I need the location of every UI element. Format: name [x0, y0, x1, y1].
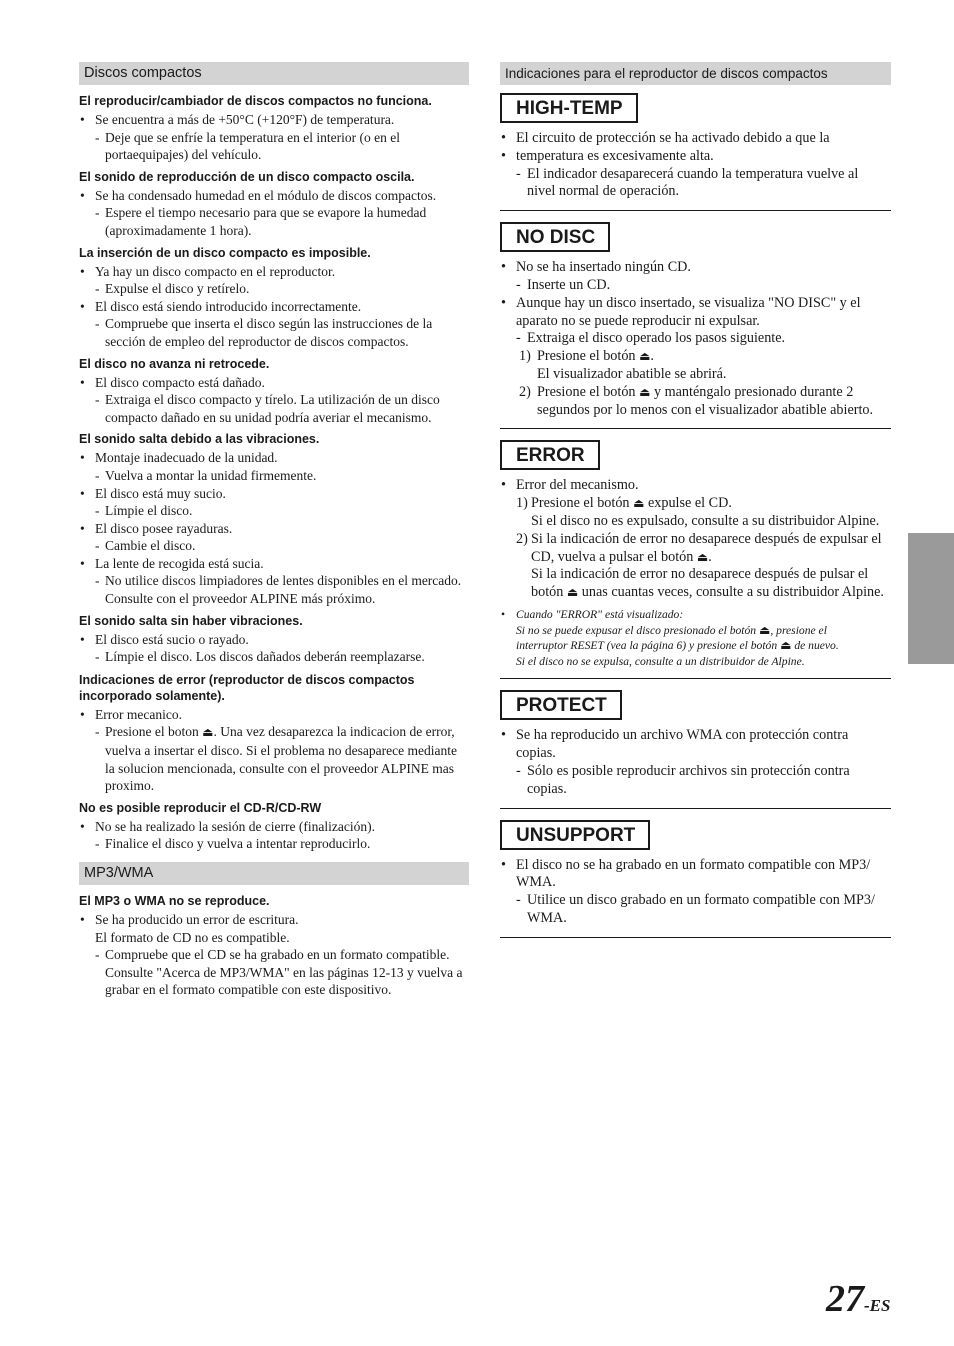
cause-item: • Montaje inadecuado de la unidad. [79, 449, 469, 467]
cause-item: • Ya hay un disco compacto en el reproductor. [79, 263, 469, 281]
step-item [500, 384, 891, 402]
cause-cont: El formato de CD no es compatible. [95, 929, 290, 945]
problem-title [79, 672, 469, 704]
cause-item: • Aunque hay un disco insertado, se visualiza "NO DISC" y el [500, 295, 891, 313]
problem-title: No es posible reproducir el CD-R/CD-RW [79, 800, 322, 815]
indicator-label: NO DISC [500, 222, 610, 252]
solution-cont: Consulte con el proveedor ALPINE más próximo. [105, 591, 376, 607]
solution-item: - Extraiga el disco operado los pasos siguiente. [500, 330, 891, 348]
solution-item: - Expulse el disco y retírelo. [79, 280, 469, 298]
step-text: botón [531, 584, 564, 601]
cause-cont: copias. [516, 745, 556, 762]
section-heading-mp3: MP3/WMA [79, 862, 469, 885]
step-item [500, 348, 891, 366]
page-number-value: 27 [826, 1278, 864, 1320]
step-number: 2) [519, 383, 531, 400]
step-number: 1) [519, 348, 531, 365]
solution-item: - Límpie el disco. Los discos dañados deberán reemplazarse. [79, 648, 469, 666]
right-column [500, 62, 891, 949]
indicator-label: UNSUPPORT [500, 820, 650, 850]
solution-item: - Vuelva a montar la unidad firmemente. [79, 467, 469, 485]
solution-cont: vuelva a insertar el disco. Si el problema no desaparece mediante [105, 743, 457, 759]
note-line [516, 623, 891, 639]
eject-icon: ⏏ [639, 349, 651, 364]
problem-title: El MP3 o WMA no se reproduce. [79, 894, 270, 908]
solution-item: - El indicador desaparecerá cuando la temperatura vuelve al [500, 166, 891, 184]
step-cont: El visualizador abatible se abrirá. [537, 365, 727, 382]
note-line: • Cuando "ERROR" está visualizado: [516, 607, 684, 621]
cause-item: • Se ha producido un error de escritura. [79, 911, 469, 929]
solution-item: - Utilice un disco grabado en un formato compatible con MP3/ [500, 892, 891, 910]
step-item [500, 495, 891, 513]
step-cont: segundos por lo menos con el visualizador abatible abierto. [537, 401, 874, 418]
eject-icon: ⏏ [202, 725, 214, 740]
solution-item: - Deje que se enfríe la temperatura en el interior (o en el [79, 129, 469, 147]
note-text: Si no se puede expusar el disco presionado el botón [516, 623, 757, 637]
cause-item: • Se ha reproducido un archivo WMA con protección contra [500, 727, 891, 745]
indicator-protect [500, 690, 891, 808]
page-number-suffix: -ES [864, 1296, 891, 1315]
cause-item: • Se encuentra a más de +50°C (+120°F) de temperatura. [79, 111, 469, 129]
solution-cont: Consulte "Acerca de MP3/WMA" en las páginas 12-13 y vuelva a [105, 964, 463, 980]
step-text: y manténgalo presionado durante 2 [653, 383, 854, 400]
step-text: . [708, 548, 712, 565]
solution-item: - Compruebe que el CD se ha grabado en un formato compatible. [79, 946, 469, 964]
indicator-unsupport [500, 820, 891, 938]
error-note [500, 607, 891, 669]
solution-cont: la solucion mencionada, consulte con el proveedor ALPINE mas [105, 760, 455, 776]
step-item [500, 531, 891, 549]
left-column [79, 62, 469, 999]
section-side-tab [908, 533, 954, 664]
solution-item: - Cambie el disco. [79, 537, 469, 555]
solution-cont: sección de empleo del reproductor de discos compactos. [105, 333, 409, 349]
step-text: Presione el botón [537, 383, 636, 400]
cause-item: • Se ha condensado humedad en el módulo de discos compactos. [79, 187, 469, 205]
cause-cont: aparato no se puede reproducir ni expulsar. [516, 312, 760, 329]
note-text: interruptor RESET (vea la página 6) y presione el botón [516, 639, 778, 653]
indicator-error [500, 440, 891, 679]
solution-cont: nivel normal de operación. [527, 183, 680, 200]
solution-item: - Espere el tiempo necesario para que se evapore la humedad [79, 204, 469, 222]
solution-cont: compacto dañado en su unidad podría averiar el mecanismo. [105, 409, 432, 425]
indicator-label: PROTECT [500, 690, 622, 720]
step-text: . [650, 348, 654, 365]
step-cont [500, 549, 891, 567]
eject-icon: ⏏ [759, 622, 771, 637]
cause-cont: • temperatura es excesivamente alta. [500, 148, 891, 166]
step-text: expulse el CD. [647, 495, 732, 512]
note-line: Si el disco no se expulsa, consulte a un distribuidor de Alpine. [516, 654, 805, 668]
step-text: unas cuantas veces, consulte a su distribuidor Alpine. [581, 584, 884, 601]
step-number: 2) [516, 530, 528, 547]
cause-item: • El disco no se ha grabado en un formato compatible con MP3/ [500, 857, 891, 875]
problem-title: El reproducir/cambiador de discos compactos no funciona. [79, 94, 432, 108]
eject-icon: ⏏ [696, 549, 709, 564]
eject-icon: ⏏ [639, 384, 651, 399]
cause-item: • El disco está sucio o rayado. [79, 631, 469, 649]
note-text: de nuevo. [794, 639, 839, 653]
solution-item: - Compruebe que inserta el disco según las instrucciones de la [79, 315, 469, 333]
solution-text: . Una vez desaparezca la indicacion de error, [213, 724, 455, 740]
cause-item: • El disco está siendo introducido incorrectamente. [79, 298, 469, 316]
cause-item: • El disco está muy sucio. [79, 485, 469, 503]
step-cont: Si la indicación de error no desaparece después de pulsar el [531, 566, 869, 583]
cause-item: • No se ha insertado ningún CD. [500, 259, 891, 277]
eject-icon: ⏏ [780, 638, 792, 653]
step-cont [500, 584, 891, 602]
step-text: CD, vuelva a pulsar el botón [531, 548, 694, 565]
note-line [516, 638, 891, 654]
solution-item: - Extraiga el disco compacto y tírelo. La utilización de un disco [79, 391, 469, 409]
eject-icon: ⏏ [566, 585, 579, 600]
cause-item: • El disco compacto está dañado. [79, 374, 469, 392]
solution-cont: WMA. [527, 909, 567, 926]
problem-title-line: Indicaciones de error (reproductor de discos compactos [79, 672, 415, 687]
page-number [826, 1277, 890, 1321]
solution-cont: copias. [527, 780, 567, 797]
solution-item: - Límpie el disco. [79, 502, 469, 520]
problem-title: El sonido salta sin haber vibraciones. [79, 613, 303, 628]
indicator-nodisc [500, 222, 891, 429]
problem-title: La inserción de un disco compacto es imposible. [79, 245, 371, 260]
indicator-label: HIGH-TEMP [500, 93, 638, 123]
problem-title: El disco no avanza ni retrocede. [79, 356, 270, 371]
cause-item: • Error mecanico. [79, 706, 469, 724]
cause-item: • No se ha realizado la sesión de cierre (finalización). [79, 818, 469, 836]
cause-item: • El circuito de protección se ha activado debido a que la [500, 130, 891, 148]
indicator-hightemp [500, 93, 891, 211]
cause-item: • Error del mecanismo. [500, 477, 891, 495]
step-number: 1) [516, 495, 528, 512]
cause-item: • La lente de recogida está sucia. [79, 555, 469, 573]
solution-cont: (aproximadamente 1 hora). [105, 222, 252, 238]
section-heading-cd: Discos compactos [79, 62, 469, 85]
step-cont: Si el disco no es expulsado, consulte a su distribuidor Alpine. [531, 512, 880, 529]
cause-item: • El disco posee rayaduras. [79, 520, 469, 538]
solution-text: Presione el boton [105, 724, 199, 740]
eject-icon: ⏏ [633, 496, 645, 511]
note-text: , presione el [770, 623, 827, 637]
solution-cont: proximo. [105, 778, 155, 794]
problem-title: El sonido salta debido a las vibraciones. [79, 432, 320, 447]
step-text: Presione el botón [531, 495, 630, 512]
cause-cont: WMA. [516, 874, 556, 891]
problem-title: El sonido de reproducción de un disco compacto oscila. [79, 169, 415, 184]
problem-title-line: incorporado solamente). [79, 688, 225, 703]
solution-item: - Sólo es posible reproducir archivos sin protección contra [500, 763, 891, 781]
solution-item: - Inserte un CD. [500, 277, 891, 295]
section-heading-indications: Indicaciones para el reproductor de discos compactos [500, 62, 891, 85]
solution-item: - No utilice discos limpiadores de lentes disponibles en el mercado. [79, 572, 469, 590]
indicator-label: ERROR [500, 440, 600, 470]
step-text: Si la indicación de error no desaparece después de expulsar el [531, 530, 882, 547]
solution-cont: grabar en el formato compatible con este dispositivo. [105, 982, 392, 998]
solution-cont: portaequipajes) del vehículo. [105, 147, 262, 163]
solution-item: - Finalice el disco y vuelva a intentar reproducirlo. [79, 835, 469, 853]
step-text: Presione el botón [537, 348, 636, 365]
solution-item [79, 723, 469, 742]
